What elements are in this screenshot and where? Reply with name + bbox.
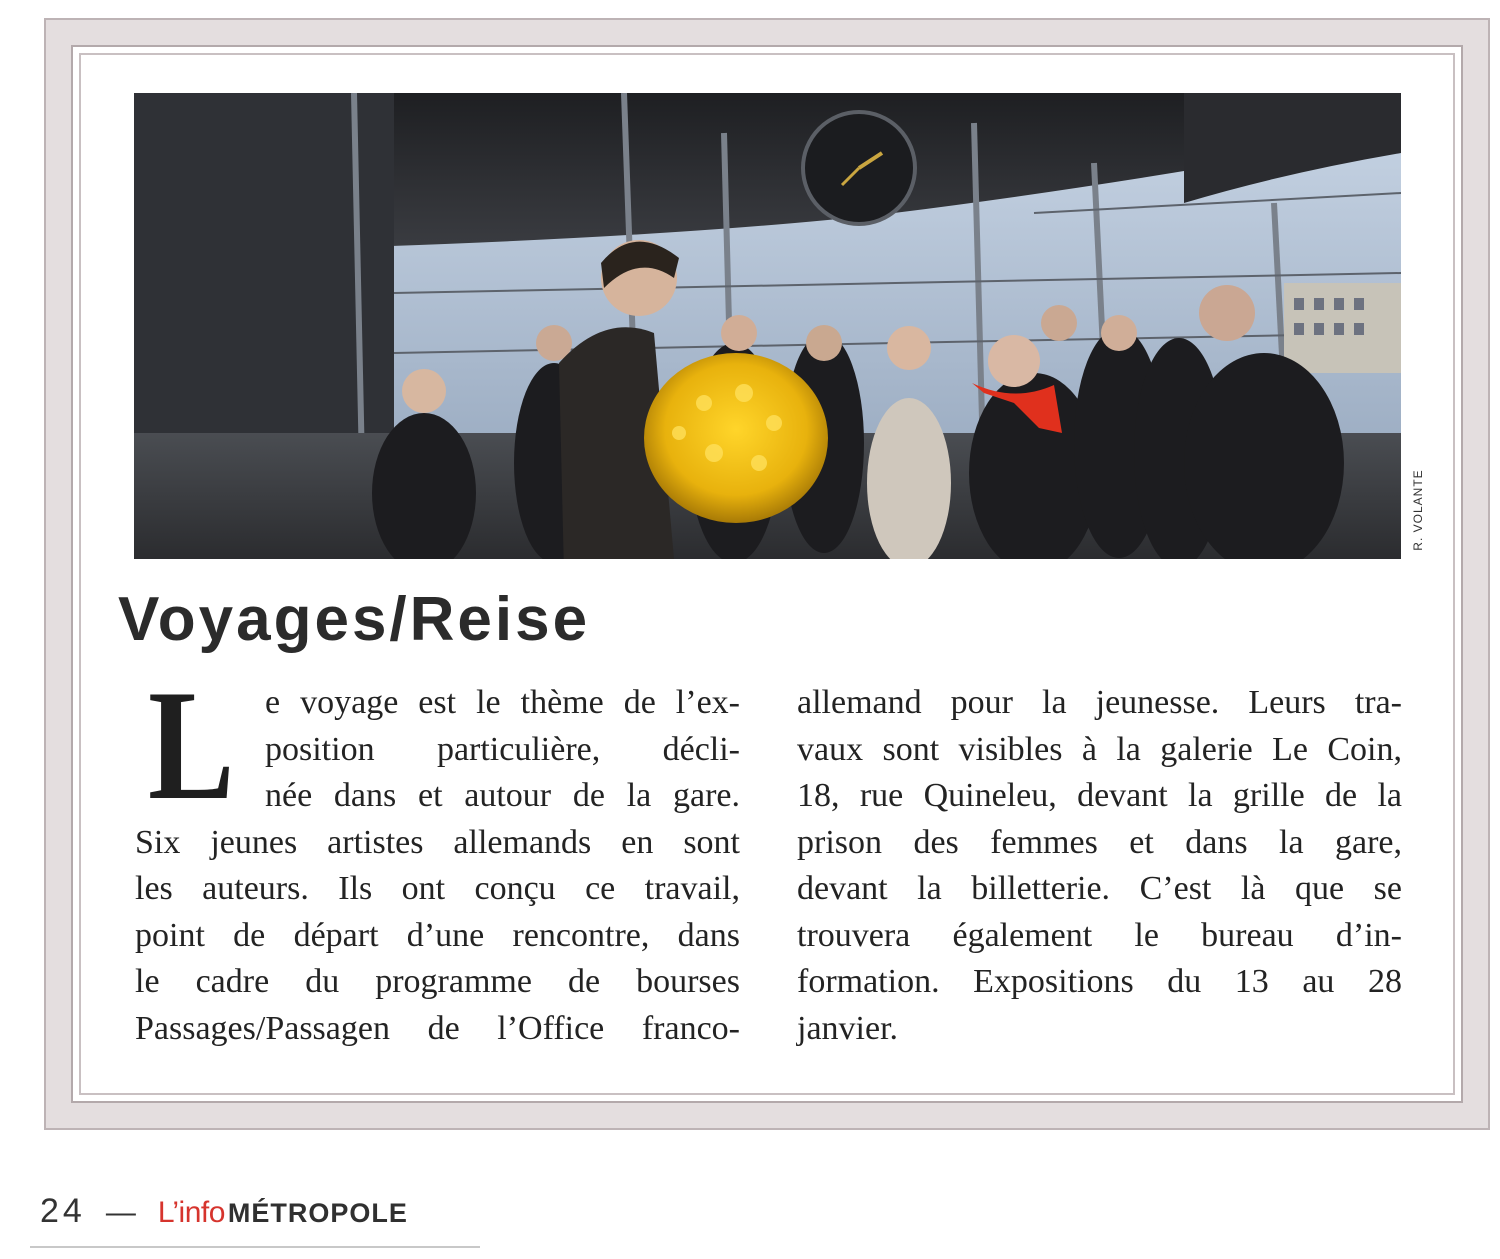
text-line: vaux sont visibles à la galerie Le Coin, [797,730,1402,768]
article-column-left [135,658,740,1052]
text-line: allemand pour la jeunesse. Leurs tra- [797,684,1402,721]
text-line: trouvera également le bureau d’in- [797,916,1402,954]
brand-linfo: L’info [157,1196,225,1229]
text-line: les auteurs. Ils ont conçu ce travail, [135,870,740,907]
article-photo [134,93,1401,559]
text-line: devant la billetterie. C’est là que se [797,870,1402,907]
text-line: Passages/Passagen de l’Office franco- [135,1009,740,1047]
text-line: point de départ d’une rencontre, dans [135,916,740,954]
text-line: formation. Expositions du 13 au 28 [797,963,1402,1000]
text-line: née dans et autour de la gare. [265,777,740,814]
text-line: position particulière, décli- [265,730,740,768]
article-column-right [797,680,1402,1052]
text-line: 18, rue Quineleu, devant la grille de la [797,777,1402,814]
footer-rule [30,1246,480,1248]
text-line: e voyage est le thème de l’ex- [265,684,740,721]
brand-metropole: MÉTROPOLE [227,1198,408,1228]
text-line: le cadre du programme de bourses [135,963,740,1000]
footer-dash: — [105,1196,136,1229]
text-line: janvier. [797,1009,899,1047]
text-line: Six jeunes artistes allemands en sont [135,823,740,861]
photo-credit: R. VOLANTE [1411,469,1425,551]
page-number: 24 [40,1192,86,1230]
drop-cap: L [148,658,235,833]
page-footer [40,1192,408,1231]
text-line: prison des femmes et dans la gare, [797,823,1402,861]
article-title: Voyages/Reise [118,585,591,654]
